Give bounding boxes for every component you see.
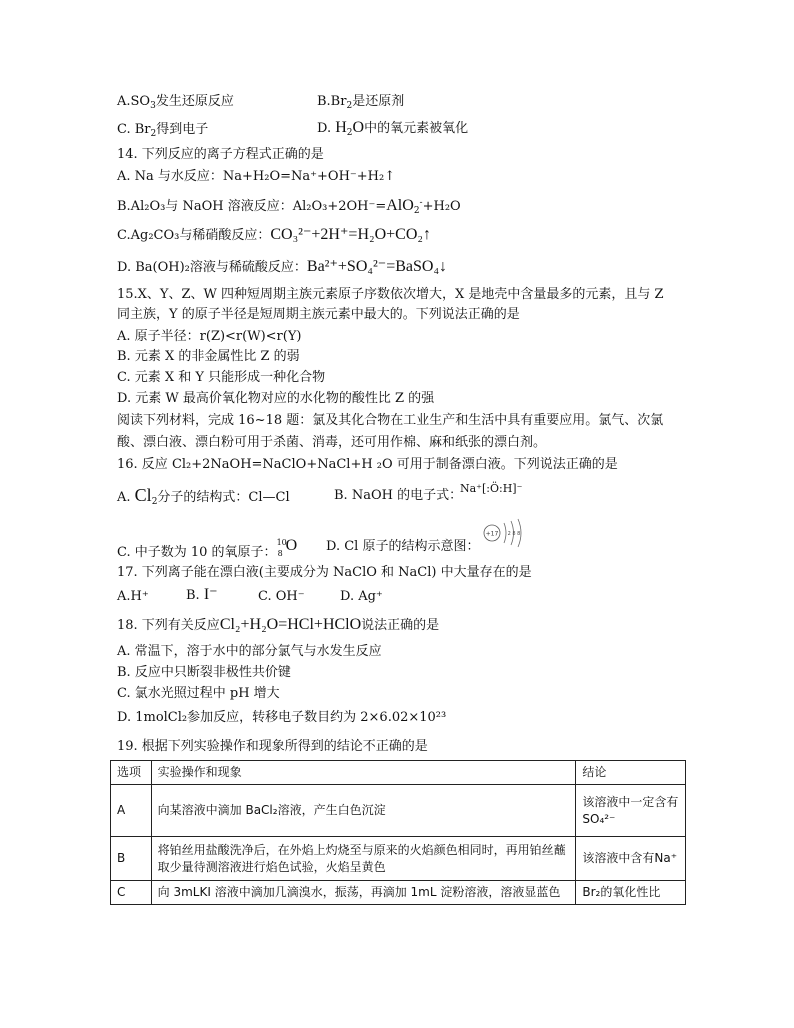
q17-option-c: C. OH⁻ <box>258 589 305 604</box>
q14-stem: 14. 下列反应的离子方程式正确的是 <box>117 147 324 162</box>
q14-option-a: A. Na 与水反应：Na+H₂O=Na⁺+OH⁻+H₂↑ <box>117 169 396 184</box>
row-conclusion: 该溶液中一定含有SO₄²⁻ <box>576 785 686 837</box>
q15-option-a: A. 原子半径：r(Z)<r(W)<r(Y) <box>117 329 302 344</box>
q14-option-b: B.Al₂O₃与 NaOH 溶液反应：Al₂O₃+2OH⁻=AlO$_2$-+H₂O <box>117 197 461 216</box>
q15-option-d: D. 元素 W 最高价氧化物对应的水化物的酸性比 Z 的强 <box>117 391 435 406</box>
row-option: A <box>111 785 152 837</box>
q13-option-d: D. $H_2O$中的氧元素被氧化 <box>317 119 469 138</box>
svg-text:2 8 8: 2 8 8 <box>507 531 521 537</box>
q19-stem: 19. 根据下列实验操作和现象所得到的结论不正确的是 <box>117 739 428 754</box>
q18-option-d: D. 1molCl₂参加反应，转移电子数目约为 2×6.02×10²³ <box>117 710 447 725</box>
q18-option-b: B. 反应中只断裂非极性共价键 <box>117 665 291 680</box>
q15-stem-line2: 同主族，Y 的原子半径是短周期主族元素中最大的。下列说法正确的是 <box>117 307 520 322</box>
q15-option-c: C. 元素 X 和 Y 只能形成一种化合物 <box>117 370 326 385</box>
q17-option-a: A.H⁺ <box>117 589 149 604</box>
svg-text:+17: +17 <box>485 530 499 538</box>
q16-stem: 16. 反应 Cl₂+2NaOH=NaClO+NaCl+H ₂O 可用于制备漂白液。下列说法正确的是 <box>117 457 618 472</box>
q13-option-a: $A.SO_3$发生还原反应 <box>117 94 234 111</box>
q17-stem: 17. 下列离子能在漂白液(主要成分为 NaClO 和 NaCl) 中大量存在的是 <box>117 565 532 580</box>
q14-option-d: D. Ba(OH)₂溶液与稀硫酸反应：Ba²⁺+SO₄²⁻=BaSO₄↓ <box>117 258 448 275</box>
q17-option-d: D. Ag⁺ <box>340 589 383 604</box>
row-conclusion: 该溶液中含有Na⁺ <box>576 837 686 881</box>
q15-option-b: B. 元素 X 的非金属性比 Z 的弱 <box>117 349 300 364</box>
row-operation: 向某溶液中滴加 BaCl₂溶液，产生白色沉淀 <box>151 785 576 837</box>
q14-option-c: C.Ag₂CO₃与稀硝酸反应：CO₃²⁻+2H⁺=H₂O+CO₂↑ <box>117 226 431 243</box>
q16-option-d: D. Cl 原子的结构示意图： <box>326 539 480 554</box>
row-operation: 向 3mLKI 溶液中滴加几滴溴水，振荡，再滴加 1mL 淀粉溶液，溶液显蓝色 <box>151 881 576 905</box>
q16-option-b: B. NaOH 的电子式： <box>334 488 463 503</box>
header-option: 选项 <box>111 761 152 785</box>
reading-material-line2: 酸、漂白液、漂白粉可用于杀菌、消毒，还可用作棉、麻和纸张的漂白剂。 <box>117 435 547 450</box>
reading-material-line1: 阅读下列材料，完成 16~18 题：氯及其化合物在工业生产和生活中具有重要应用。氯气、次氯 <box>117 413 664 428</box>
experiment-table <box>110 760 686 905</box>
q16-option-a: A. $Cl_2$分子的结构式：Cl—Cl <box>117 485 290 507</box>
row-conclusion: Br₂的氧化性比 <box>576 881 686 905</box>
table-header-row <box>111 761 686 785</box>
q18-stem: 18. 下列有关反应Cl₂+H₂O=HCl+HClO说法正确的是 <box>117 616 440 633</box>
row-operation: 将铂丝用盐酸洗净后，在外焰上灼烧至与原来的火焰颜色相同时，再用铂丝蘸取少量待测溶液进行焰色试验，火焰呈黄色 <box>151 837 576 881</box>
row-option: C <box>111 881 152 905</box>
naoh-electron-formula: Na⁺[:Ö:H]⁻ <box>460 482 523 495</box>
q16-option-c: C. 中子数为 10 的氧原子： 10 8 O <box>117 537 298 560</box>
header-operation: 实验操作和现象 <box>151 761 576 785</box>
q13-option-b: $B.Br_2$是还原剂 <box>317 94 405 111</box>
row-option: B <box>111 837 152 881</box>
table-row <box>111 881 686 905</box>
table-row <box>111 837 686 881</box>
q13-option-c: C. $Br_2$得到电子 <box>117 122 209 139</box>
q18-option-c: C. 氯水光照过程中 pH 增大 <box>117 686 280 701</box>
header-conclusion: 结论 <box>576 761 686 785</box>
table-row <box>111 785 686 837</box>
q18-option-a: A. 常温下，溶于水中的部分氯气与水发生反应 <box>117 644 382 659</box>
q15-stem-line1: 15.X、Y、Z、W 四种短周期主族元素原子序数依次增大，X 是地壳中含量最多的元素，且与 Z <box>117 287 664 302</box>
cl-atom-structure-diagram <box>480 515 528 551</box>
q17-option-b: B. I⁻ <box>186 586 218 603</box>
